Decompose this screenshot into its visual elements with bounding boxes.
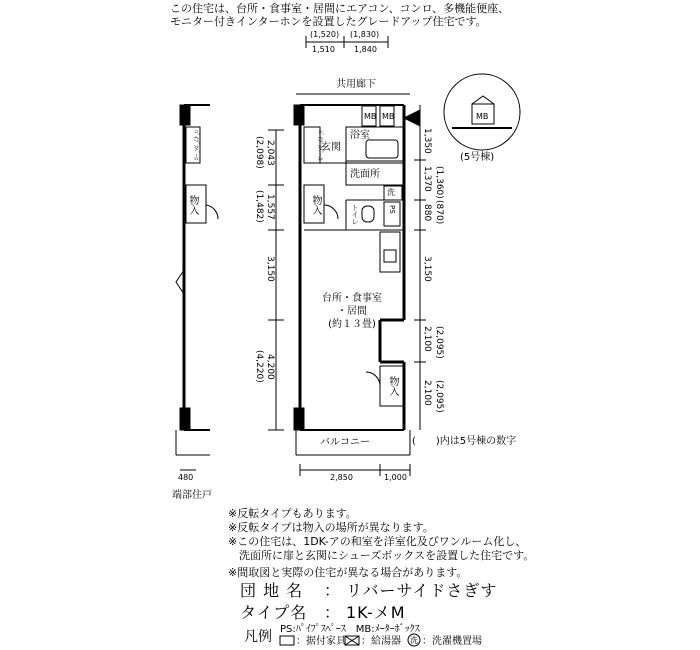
top-dim-alt-left: (1,520) [310, 30, 340, 39]
legend-line-1: PS:ﾊﾟｲﾌﾟｽﾍﾟｰｽ MB:ﾒｰﾀｰﾎﾞｯｸｽ [280, 624, 420, 635]
right-dim-5: 2,100 [422, 326, 432, 352]
mb-label-2: MB [382, 112, 395, 121]
left-dim-2: 1,557 [265, 194, 275, 220]
ldk-label-line-2: ・居間 [337, 306, 367, 317]
storage-2-label: 物入 [387, 376, 398, 396]
legend-water-heater: ：給湯器 [361, 636, 401, 647]
note-2: ※反転タイプは物入の場所が異なります。 [228, 521, 434, 534]
end-unit-pipe-space-label: ﾊﾟｲﾌﾟｽﾍﾟｰｽ [192, 130, 199, 161]
complex-sep: ： [324, 581, 342, 600]
right-dim-6-alt: (2,095) [434, 380, 444, 413]
right-dim-3: 880 [422, 204, 432, 222]
legend-title: 凡例 [244, 629, 272, 645]
bath-label: 浴室 [350, 130, 370, 141]
toilet-label: トイレ [351, 204, 359, 225]
right-dim-2-alt: (1,360) [434, 166, 444, 199]
top-dim-alt-right: (1,830) [350, 30, 380, 39]
storage-label: 物入 [310, 195, 321, 215]
corridor-label: 共用廊下 [336, 79, 376, 90]
bottom-dim-right: 1,000 [384, 473, 407, 482]
end-unit-storage-label: 物入 [187, 195, 198, 215]
note-5: ※間取図と実際の住宅が異なる場合があります。 [228, 566, 468, 579]
note-1: ※反転タイプもあります。 [228, 507, 357, 520]
legend-washing-machine: ：洗濯機置場 [422, 636, 482, 647]
right-dim-2: 1,370 [422, 166, 432, 192]
note-4: 洗面所に扉と玄関にシューズボックスを設置した住宅です。 [228, 549, 535, 562]
left-dim-2-alt: (1,482) [254, 190, 264, 223]
type-label: タイプ名 [240, 603, 308, 622]
note-3: ※この住宅は、1DK-アの和室を洋室化及びワンルーム化し、 [228, 535, 527, 548]
intro-line-1: この住宅は、台所・食事室・居間にエアコン、コンロ、多機能便座、 [170, 2, 510, 15]
left-dim-1: 2,043 [265, 140, 275, 166]
left-dim-4-alt: (4,220) [254, 350, 264, 383]
right-dim-1: 1,350 [422, 128, 432, 154]
top-dim-right: 1,840 [354, 45, 377, 54]
bottom-dim-left: 2,850 [330, 473, 353, 482]
left-dim-3: 3,150 [265, 256, 275, 282]
top-dim-left: 1,510 [312, 45, 335, 54]
right-dim-6: 2,100 [422, 380, 432, 406]
type-sep: ： [324, 603, 342, 622]
left-dim-4: 4,200 [265, 354, 275, 380]
inset-mb-label: MB [476, 112, 489, 121]
building-5-note: ( )内は5号棟の数字 [412, 436, 517, 447]
end-unit-dim: 480 [178, 473, 194, 482]
intro-line-2: モニター付きインターホンを設置したグレードアップ住宅です。 [170, 15, 487, 28]
mb-label-1: MB [364, 112, 377, 121]
right-dim-5-alt: (2,095) [434, 326, 444, 359]
washroom-label: 洗面所 [350, 169, 380, 180]
wash-machine-label: 洗 [387, 188, 395, 197]
right-dim-4: 3,150 [422, 256, 432, 282]
type-name: 1K-メM [346, 603, 406, 622]
complex-label: 団 地 名 [240, 581, 304, 600]
ldk-label-line-3: (約１３畳) [328, 319, 376, 330]
legend-furniture: ：据付家具 [296, 636, 346, 647]
complex-name: リバーサイドさぎす [346, 581, 498, 600]
end-unit-label: 端部住戸 [172, 490, 212, 501]
ps-label: PS [388, 205, 396, 214]
entrance-label: 玄関 [321, 142, 341, 153]
pipe-space-label: ﾊﾟｲﾌﾟｽﾍﾟｰｽ [316, 130, 323, 161]
legend-wash-symbol: 洗 [410, 636, 418, 645]
balcony-label: バルコニー [320, 437, 370, 448]
right-dim-3-alt: (870) [434, 200, 444, 225]
inset-caption: (5号棟) [460, 152, 495, 163]
left-dim-1-alt: (2,098) [254, 136, 264, 169]
ldk-label-line-1: 台所・食事室 [322, 293, 382, 304]
